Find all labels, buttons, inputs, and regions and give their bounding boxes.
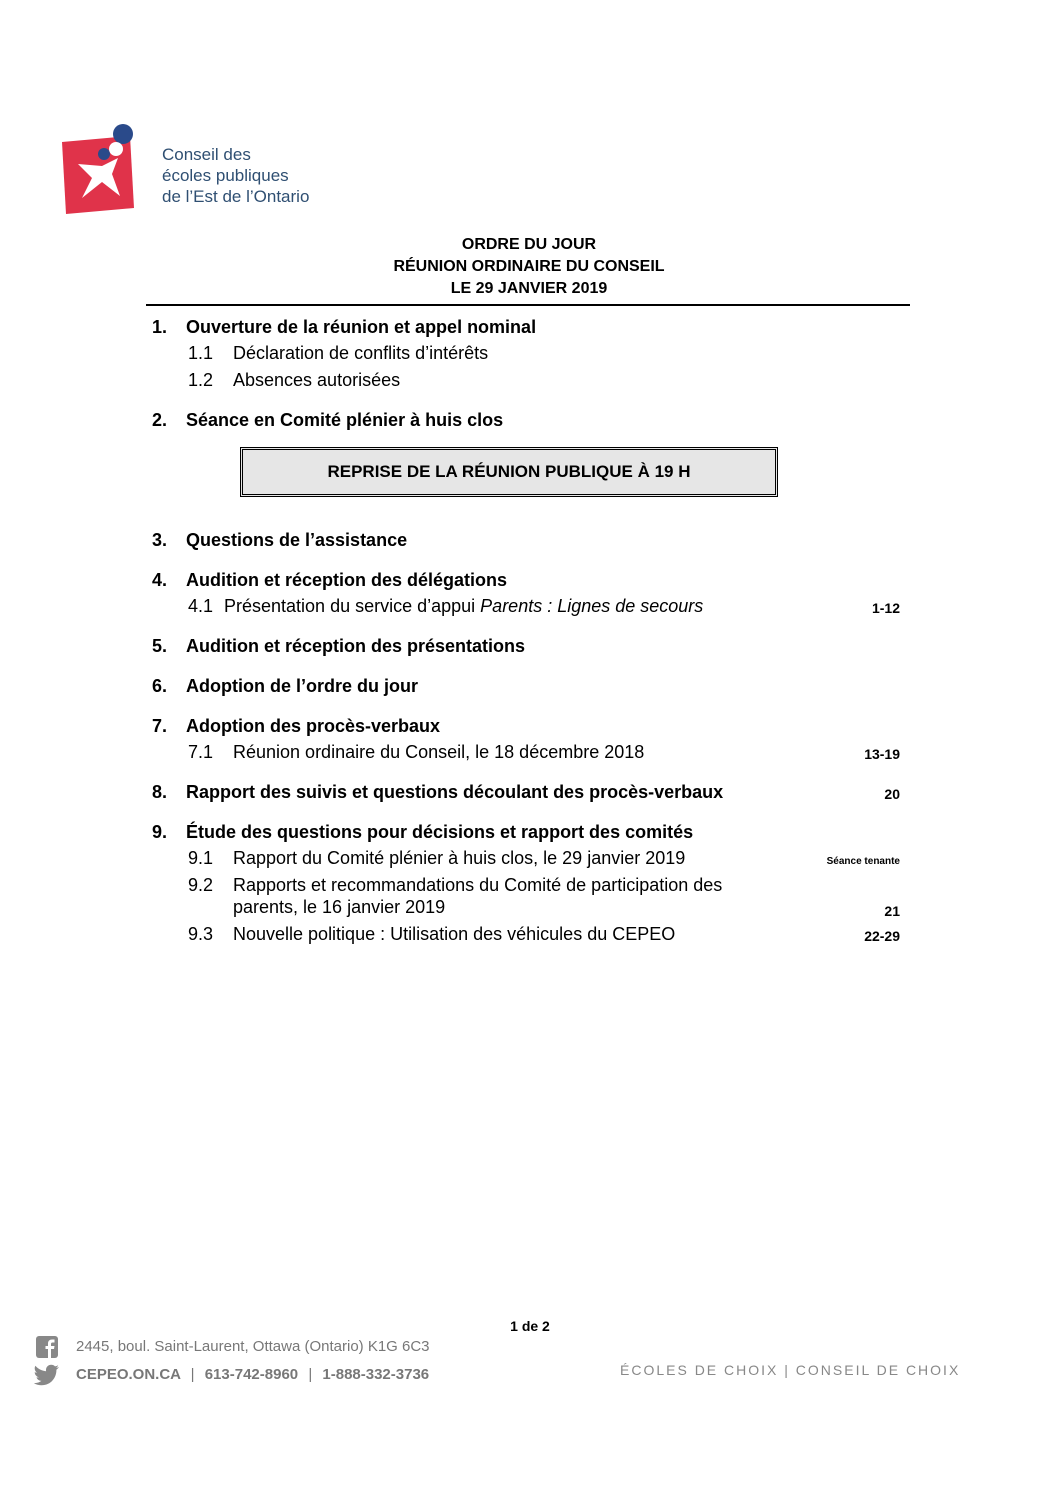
subitem-title: Absences autorisées <box>233 370 401 390</box>
page-reference: 21 <box>884 903 900 919</box>
page-reference: 13-19 <box>864 746 900 762</box>
page-reference: 20 <box>884 786 900 802</box>
footer-tollfree: 1-888-332-3736 <box>322 1366 430 1383</box>
subitem-title: Déclaration de conflits d’intérêts <box>233 343 489 363</box>
page-reference: 22-29 <box>864 928 900 944</box>
item-title: Audition et réception des présentations <box>186 636 526 656</box>
item-title: Adoption des procès-verbaux <box>186 716 441 736</box>
item-number: 1. <box>152 317 168 337</box>
item-title: Rapport des suivis et questions découlant des procès-verbaux <box>186 782 724 802</box>
subitem-title-plain: Présentation du service d’appui <box>224 596 481 616</box>
footer-address: 2445, boul. Saint-Laurent, Ottawa (Ontario) K1G 6C3 <box>76 1338 430 1355</box>
item-number: 5. <box>152 636 168 656</box>
footer-separator: | <box>308 1366 313 1383</box>
subitem-title: Rapport du Comité plénier à huis clos, le 29 janvier 2019 <box>233 848 686 868</box>
item-number: 6. <box>152 676 168 696</box>
footer-tagline: ÉCOLES DE CHOIX | CONSEIL DE CHOIX <box>620 1362 961 1378</box>
item-number: 3. <box>152 530 168 550</box>
document-header <box>148 234 910 300</box>
page-indicator: 1 de 2 <box>510 1318 550 1334</box>
subitem-number: 9.1 <box>188 848 214 868</box>
subitem-number: 9.3 <box>188 924 214 944</box>
logo-line-3: de l’Est de l’Ontario <box>162 187 310 206</box>
header-line-2: RÉUNION ORDINAIRE DU CONSEIL <box>393 258 665 275</box>
item-title: Séance en Comité plénier à huis clos <box>186 410 504 430</box>
subitem-number: 1.2 <box>188 370 214 390</box>
logo-line-2: écoles publiques <box>162 166 289 185</box>
subitem-number: 9.2 <box>188 875 214 895</box>
header-line-3: LE 29 JANVIER 2019 <box>450 280 608 297</box>
item-number: 9. <box>152 822 168 842</box>
page-reference: 1-12 <box>871 600 900 616</box>
organization-logo <box>60 122 360 218</box>
page-reference: Séance tenante <box>826 856 900 867</box>
footer-separator: | <box>190 1366 195 1383</box>
subitem-number: 7.1 <box>188 742 214 762</box>
item-number: 8. <box>152 782 168 802</box>
item-title: Questions de l’assistance <box>186 530 408 550</box>
item-title: Adoption de l’ordre du jour <box>186 676 418 696</box>
item-number: 4. <box>152 570 168 590</box>
subitem-number: 4.1 <box>188 596 214 616</box>
header-divider <box>146 304 910 306</box>
twitter-icon[interactable] <box>34 1364 60 1386</box>
footer-website-link[interactable]: CEPEO.ON.CA <box>76 1366 181 1383</box>
item-title: Audition et réception des délégations <box>186 570 508 590</box>
item-number: 2. <box>152 410 168 430</box>
organization-name <box>162 144 309 207</box>
item-number: 7. <box>152 716 168 736</box>
item-title: Ouverture de la réunion et appel nominal <box>186 317 537 337</box>
subitem-title-line-1: Rapports et recommandations du Comité de participation des <box>233 875 723 895</box>
subitem-title-italic: Parents : Lignes de secours <box>480 596 704 616</box>
logo-mark-icon <box>60 122 150 218</box>
facebook-icon[interactable] <box>36 1336 58 1358</box>
header-line-1: ORDRE DU JOUR <box>461 236 597 253</box>
resume-public-meeting-banner: REPRISE DE LA RÉUNION PUBLIQUE À 19 H <box>240 447 778 497</box>
subitem-number: 1.1 <box>188 343 214 363</box>
subitem-title: Réunion ordinaire du Conseil, le 18 décembre 2018 <box>233 742 645 762</box>
subitem-title <box>224 595 703 617</box>
logo-line-1: Conseil des <box>162 145 251 164</box>
footer-phone: 613-742-8960 <box>204 1366 299 1383</box>
subitem-title-line-2: parents, le 16 janvier 2019 <box>233 897 446 917</box>
footer-contact <box>76 1366 429 1383</box>
subitem-title: Nouvelle politique : Utilisation des véhicules du CEPEO <box>233 924 676 944</box>
item-title: Étude des questions pour décisions et rapport des comités <box>186 822 694 842</box>
